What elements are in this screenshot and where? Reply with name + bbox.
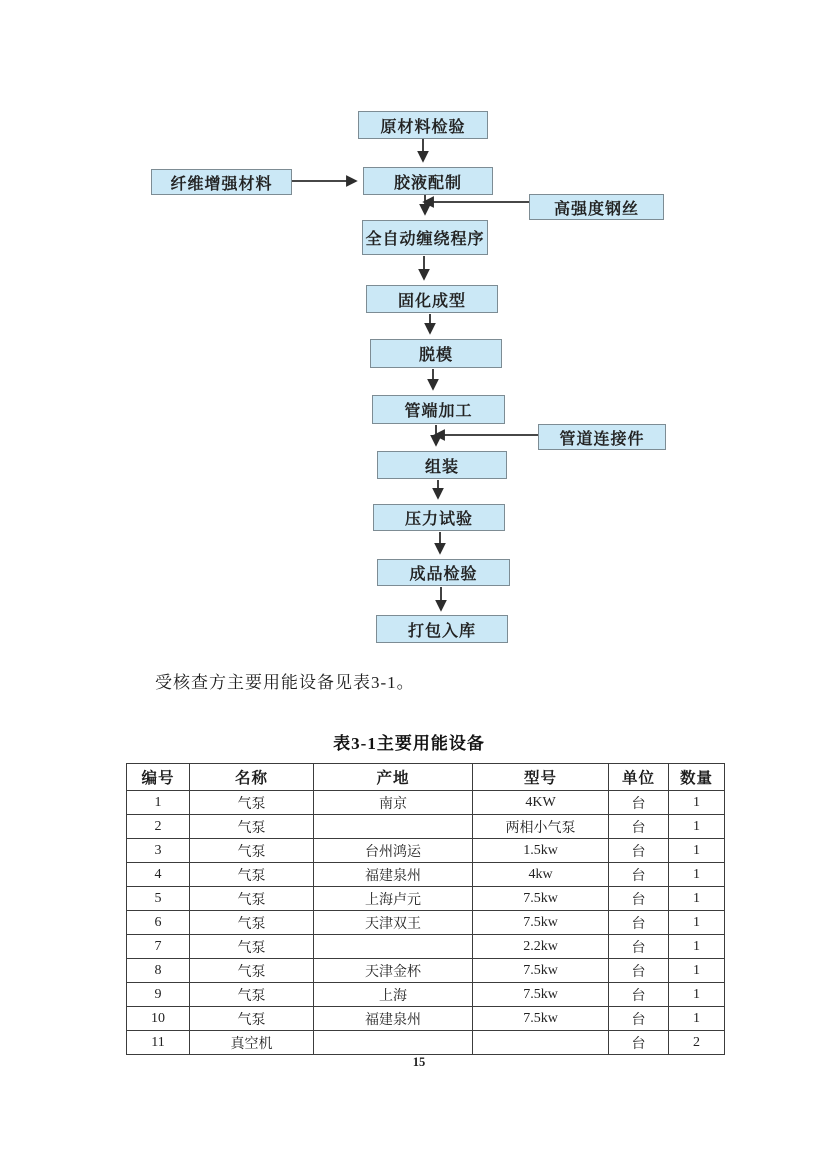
table-header-row [127, 764, 725, 791]
table-cell: 气泵 [190, 815, 314, 839]
table-cell: 5 [127, 887, 190, 911]
table-cell: 1 [669, 983, 725, 1007]
table-row [127, 935, 725, 959]
equipment-table [126, 763, 725, 1055]
table-cell: 1 [669, 911, 725, 935]
table-cell: 1.5kw [473, 839, 609, 863]
table-cell: 1 [669, 1007, 725, 1031]
flow-node-demolding: 脱模 [370, 339, 502, 368]
table-cell: 7.5kw [473, 983, 609, 1007]
table-cell: 上海 [314, 983, 473, 1007]
table-cell: 8 [127, 959, 190, 983]
table-cell [473, 1031, 609, 1055]
table-cell: 7.5kw [473, 911, 609, 935]
flow-node-high-strength-steel-wire: 高强度钢丝 [529, 194, 664, 220]
body-paragraph: 受核查方主要用能设备见表3-1。 [155, 673, 415, 692]
table-cell: 1 [669, 815, 725, 839]
table-cell: 南京 [314, 791, 473, 815]
table-row [127, 959, 725, 983]
table-row [127, 815, 725, 839]
table-cell: 7 [127, 935, 190, 959]
flow-node-pipe-end-processing: 管端加工 [372, 395, 505, 424]
table-cell: 天津双王 [314, 911, 473, 935]
table-row [127, 983, 725, 1007]
flow-node-packing-warehousing: 打包入库 [376, 615, 508, 643]
flow-node-curing-molding: 固化成型 [366, 285, 498, 313]
table-cell: 台 [609, 1007, 669, 1031]
table-cell: 台 [609, 959, 669, 983]
table-cell: 台 [609, 983, 669, 1007]
table-cell: 上海卢元 [314, 887, 473, 911]
table-cell: 2.2kw [473, 935, 609, 959]
table-cell: 7.5kw [473, 959, 609, 983]
flow-node-automatic-winding-program: 全自动缠绕程序 [362, 220, 488, 255]
table-row [127, 887, 725, 911]
table-header-cell: 型号 [473, 764, 609, 791]
table-cell: 天津金杯 [314, 959, 473, 983]
table-cell: 真空机 [190, 1031, 314, 1055]
table-cell: 台 [609, 935, 669, 959]
table-cell [314, 935, 473, 959]
table-cell: 台 [609, 887, 669, 911]
table-cell: 台 [609, 863, 669, 887]
table-header-cell: 编号 [127, 764, 190, 791]
table-cell: 气泵 [190, 791, 314, 815]
page-number: 15 [412, 1055, 426, 1069]
table-cell: 9 [127, 983, 190, 1007]
table-cell: 6 [127, 911, 190, 935]
flow-node-fiber-reinforced-material: 纤维增强材料 [151, 169, 292, 195]
table-cell: 台 [609, 815, 669, 839]
table-header-cell: 产地 [314, 764, 473, 791]
table-cell: 台 [609, 791, 669, 815]
table-cell: 气泵 [190, 887, 314, 911]
table-cell: 台 [609, 839, 669, 863]
table-cell: 1 [127, 791, 190, 815]
table-cell: 气泵 [190, 839, 314, 863]
flow-node-raw-material-inspection: 原材料检验 [358, 111, 488, 139]
table-cell: 气泵 [190, 935, 314, 959]
table-cell: 气泵 [190, 1007, 314, 1031]
table-cell: 气泵 [190, 983, 314, 1007]
table-row [127, 1031, 725, 1055]
table-header-cell: 数量 [669, 764, 725, 791]
flow-node-pipe-connectors: 管道连接件 [538, 424, 666, 450]
table-cell [314, 1031, 473, 1055]
table-cell: 4KW [473, 791, 609, 815]
equipment-table-body [127, 791, 725, 1055]
table-cell: 11 [127, 1031, 190, 1055]
table-row [127, 911, 725, 935]
table-cell: 1 [669, 935, 725, 959]
table-cell: 1 [669, 863, 725, 887]
table-row [127, 1007, 725, 1031]
table-cell: 福建泉州 [314, 1007, 473, 1031]
flow-node-glue-solution-preparation: 胶液配制 [363, 167, 493, 195]
table-header-cell: 单位 [609, 764, 669, 791]
flow-node-pressure-test: 压力试验 [373, 504, 505, 531]
table-cell: 1 [669, 791, 725, 815]
table-title: 表3-1主要用能设备 [333, 734, 485, 753]
table-row [127, 839, 725, 863]
table-cell: 3 [127, 839, 190, 863]
table-header-cell: 名称 [190, 764, 314, 791]
table-cell: 10 [127, 1007, 190, 1031]
table-cell: 1 [669, 959, 725, 983]
table-cell: 1 [669, 839, 725, 863]
table-cell: 4kw [473, 863, 609, 887]
table-row [127, 863, 725, 887]
table-cell: 台 [609, 911, 669, 935]
flow-node-assembly: 组装 [377, 451, 507, 479]
table-cell: 2 [669, 1031, 725, 1055]
table-cell: 气泵 [190, 863, 314, 887]
table-cell: 两相小气泵 [473, 815, 609, 839]
table-cell: 2 [127, 815, 190, 839]
table-cell: 1 [669, 887, 725, 911]
table-cell: 气泵 [190, 911, 314, 935]
table-row [127, 791, 725, 815]
table-cell: 7.5kw [473, 887, 609, 911]
flow-node-finished-product-inspection: 成品检验 [377, 559, 510, 586]
table-cell: 气泵 [190, 959, 314, 983]
table-cell: 4 [127, 863, 190, 887]
table-cell: 台 [609, 1031, 669, 1055]
table-cell [314, 815, 473, 839]
table-cell: 7.5kw [473, 1007, 609, 1031]
table-cell: 台州鸿运 [314, 839, 473, 863]
table-cell: 福建泉州 [314, 863, 473, 887]
